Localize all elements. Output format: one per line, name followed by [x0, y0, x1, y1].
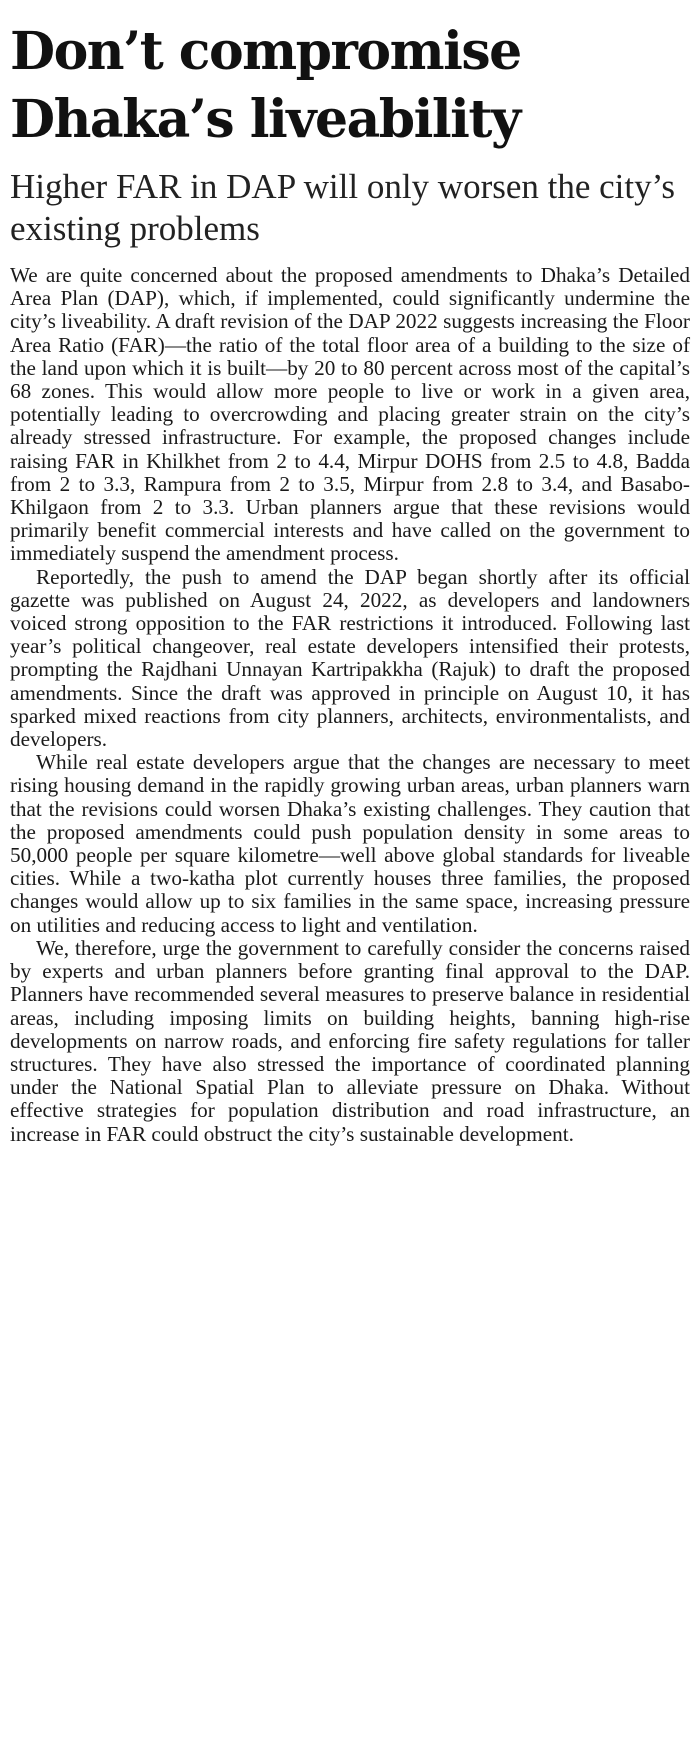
paragraph: We, therefore, urge the government to carefully consider the concerns raised by experts and urban planners before granting final approval to the DAP. Planners have recommended several measures to preserve balance in residential areas, including imposing limits on building heights, banning high-rise developments on narrow roads, and enforcing fire safety regulations for taller structures. They have also stressed the importance of coordinated planning under the National Spatial Plan to alleviate pressure on Dhaka. Without effective strategies for population distribution and road infrastructure, an increase in FAR could obstruct the city’s sustainable development. — [10, 935, 690, 1146]
paragraph: Reportedly, the push to amend the DAP began shortly after its official gazette was published on August 24, 2022, as developers and landowners voiced strong opposition to the FAR restrictions it introduced. Following last year’s political changeover, real estate developers intensified their protests, prompting the Rajdhani Unnayan Kartripakkha (Rajuk) to draft the proposed amendments. Since the draft was approved in principle on August 10, it has sparked mixed reactions from city planners, architects, environmentalists, and developers. — [10, 564, 690, 752]
paragraph: We are quite concerned about the proposed amendments to Dhaka’s Detailed Area Plan (DAP), which, if implemented, could significantly undermine the city’s liveability. A draft revision of the DAP 2022 suggests increasing the Floor Area Ratio (FAR)—the ratio of the total floor area of a building to the size of the land upon which it is built—by 20 to 80 percent across most of the capital’s 68 zones. This would allow more people to live or work in a given area, potentially leading to overcrowding and placing greater strain on the city’s already stressed infrastructure. For example, the proposed changes include raising FAR in Khilkhet from 2 to 4.4, Mirpur DOHS from 2.5 to 4.8, Badda from 2 to 3.3, Rampura from 2 to 3.5, Mirpur from 2.8 to 3.4, and Basabo-Khilgaon from 2 to 3.3. Urban planners argue that these revisions would primarily benefit commercial interests and have called on the government to immediately suspend the amendment process. — [10, 263, 690, 566]
subheadline: Higher FAR in DAP will only worsen the city’s existing problems — [10, 167, 675, 248]
article-body — [10, 264, 690, 1146]
paragraph: While real estate developers argue that the changes are necessary to meet rising housing demand in the rapidly growing urban areas, urban planners warn that the revisions could worsen Dhaka’s existing challenges. They caution that the proposed amendments could push population density in some areas to 50,000 people per square kilometre—well above global standards for liveable cities. While a two-katha plot currently houses three families, the proposed changes would allow up to six families in the same space, increasing pressure on utilities and reducing access to light and ventilation. — [10, 750, 690, 937]
headline: Don’t compromise Dhaka’s liveability — [10, 21, 521, 150]
